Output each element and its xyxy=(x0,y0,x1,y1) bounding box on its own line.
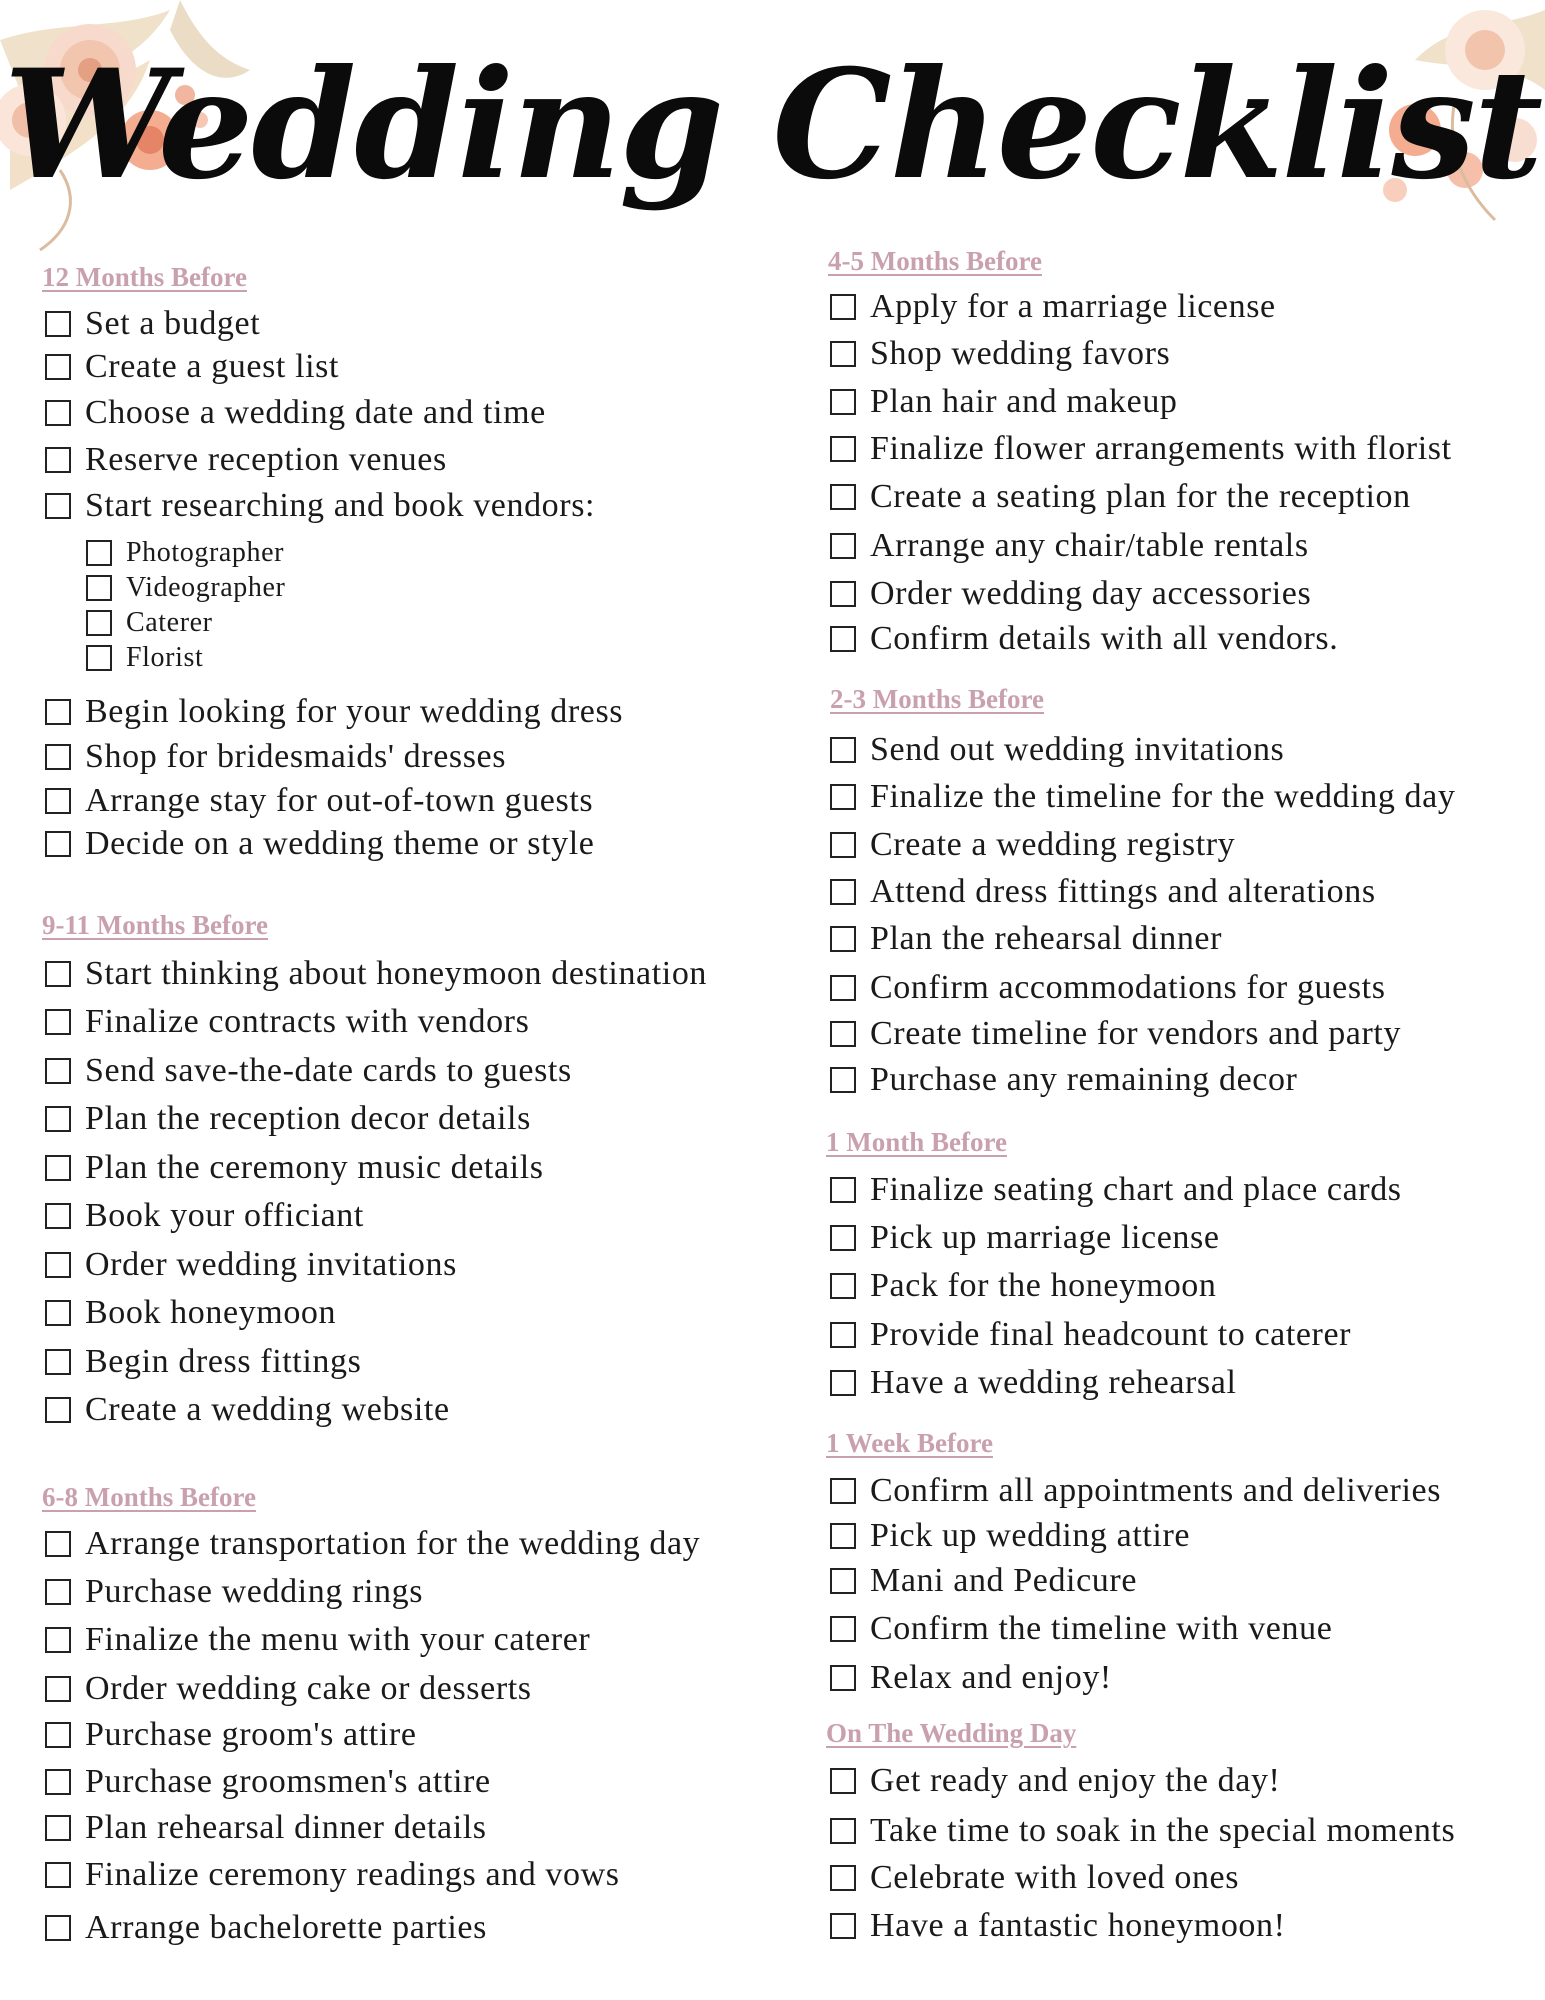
checkbox-icon[interactable] xyxy=(86,575,112,601)
list-item[interactable]: Relax and enjoy! xyxy=(830,1659,1112,1697)
checkbox-icon[interactable] xyxy=(45,1815,71,1841)
section-heading-9-11-months: 9-11 Months Before xyxy=(42,910,268,940)
checkbox-icon[interactable] xyxy=(830,1370,856,1396)
list-item[interactable]: Begin looking for your wedding dress xyxy=(45,693,623,731)
checkbox-icon[interactable] xyxy=(830,1913,856,1939)
section-heading-wedding-day: On The Wedding Day xyxy=(826,1718,1077,1748)
checkbox-icon[interactable] xyxy=(830,484,856,510)
checkbox-icon[interactable] xyxy=(830,1225,856,1251)
checkbox-icon[interactable] xyxy=(45,1349,71,1375)
section-heading-6-8-months: 6-8 Months Before xyxy=(42,1482,256,1512)
checkbox-icon[interactable] xyxy=(830,1568,856,1594)
checkbox-icon[interactable] xyxy=(830,1273,856,1299)
list-item[interactable]: Finalize the menu with your caterer xyxy=(45,1621,590,1659)
list-item[interactable]: Book honeymoon xyxy=(45,1294,336,1332)
list-item[interactable]: Pick up marriage license xyxy=(830,1219,1220,1257)
list-item[interactable]: Order wedding day accessories xyxy=(830,575,1311,613)
checkbox-icon[interactable] xyxy=(45,1203,71,1229)
checkbox-icon[interactable] xyxy=(830,926,856,952)
vendor-item[interactable]: Florist xyxy=(86,642,203,674)
section-heading-2-3-months: 2-3 Months Before xyxy=(830,684,1044,714)
list-item[interactable]: Mani and Pedicure xyxy=(830,1562,1137,1600)
checkbox-icon[interactable] xyxy=(830,1818,856,1844)
list-item[interactable]: Finalize the timeline for the wedding day xyxy=(830,778,1455,816)
list-item[interactable]: Arrange bachelorette parties xyxy=(45,1909,487,1947)
list-item[interactable]: Create a wedding website xyxy=(45,1391,450,1429)
checkbox-icon[interactable] xyxy=(830,341,856,367)
list-item[interactable]: Purchase groomsmen's attire xyxy=(45,1763,491,1801)
checkbox-icon[interactable] xyxy=(830,626,856,652)
checkbox-icon[interactable] xyxy=(45,1058,71,1084)
list-item[interactable]: Finalize contracts with vendors xyxy=(45,1003,529,1041)
checkbox-icon[interactable] xyxy=(830,1665,856,1691)
checkbox-icon[interactable] xyxy=(830,533,856,559)
checkbox-icon[interactable] xyxy=(830,879,856,905)
list-item[interactable]: Finalize seating chart and place cards xyxy=(830,1171,1402,1209)
list-item[interactable]: Confirm the timeline with venue xyxy=(830,1610,1332,1648)
checkbox-icon[interactable] xyxy=(45,400,71,426)
list-item[interactable]: Book your officiant xyxy=(45,1197,364,1235)
checkbox-icon[interactable] xyxy=(45,1862,71,1888)
list-item[interactable]: Plan the rehearsal dinner xyxy=(830,920,1222,958)
checkbox-icon[interactable] xyxy=(45,1300,71,1326)
checkbox-icon[interactable] xyxy=(45,354,71,380)
list-item[interactable]: Reserve reception venues xyxy=(45,441,447,479)
list-item[interactable]: Confirm all appointments and deliveries xyxy=(830,1472,1441,1510)
list-item[interactable]: Pack for the honeymoon xyxy=(830,1267,1217,1305)
checkbox-icon[interactable] xyxy=(830,737,856,763)
section-heading-1-month: 1 Month Before xyxy=(826,1127,1007,1157)
list-item[interactable]: Celebrate with loved ones xyxy=(830,1859,1239,1897)
checkbox-icon[interactable] xyxy=(830,294,856,320)
section-heading-12-months: 12 Months Before xyxy=(42,262,247,292)
list-item[interactable]: Decide on a wedding theme or style xyxy=(45,825,594,863)
list-item[interactable]: Start researching and book vendors: xyxy=(45,487,595,525)
section-heading-4-5-months: 4-5 Months Before xyxy=(828,246,1042,276)
list-item[interactable]: Arrange any chair/table rentals xyxy=(830,527,1309,565)
list-item[interactable]: Send out wedding invitations xyxy=(830,731,1284,769)
list-item[interactable]: Plan hair and makeup xyxy=(830,383,1178,421)
checkbox-icon[interactable] xyxy=(45,1531,71,1557)
checkbox-icon[interactable] xyxy=(45,1579,71,1605)
checkbox-icon[interactable] xyxy=(45,1155,71,1181)
vendor-item[interactable]: Caterer xyxy=(86,607,213,639)
checkbox-icon[interactable] xyxy=(45,1627,71,1653)
checkbox-icon[interactable] xyxy=(830,975,856,1001)
list-item[interactable]: Plan rehearsal dinner details xyxy=(45,1809,487,1847)
list-item[interactable]: Start thinking about honeymoon destination xyxy=(45,955,707,993)
list-item[interactable]: Create a guest list xyxy=(45,348,339,386)
checkbox-icon[interactable] xyxy=(830,1021,856,1047)
list-item[interactable]: Shop for bridesmaids' dresses xyxy=(45,738,506,776)
checkbox-icon[interactable] xyxy=(45,1676,71,1702)
list-item[interactable]: Purchase any remaining decor xyxy=(830,1061,1297,1099)
list-item[interactable]: Create a wedding registry xyxy=(830,826,1235,864)
checkbox-icon[interactable] xyxy=(830,581,856,607)
checkbox-icon[interactable] xyxy=(45,1397,71,1423)
checkbox-icon[interactable] xyxy=(45,311,71,337)
list-item[interactable]: Order wedding invitations xyxy=(45,1246,457,1284)
checkbox-icon[interactable] xyxy=(830,832,856,858)
list-item[interactable]: Get ready and enjoy the day! xyxy=(830,1762,1280,1800)
list-item[interactable]: Choose a wedding date and time xyxy=(45,394,546,432)
checkbox-icon[interactable] xyxy=(45,1769,71,1795)
list-item[interactable]: Take time to soak in the special moments xyxy=(830,1812,1455,1850)
checkbox-icon[interactable] xyxy=(45,493,71,519)
list-item[interactable]: Confirm accommodations for guests xyxy=(830,969,1386,1007)
checkbox-icon[interactable] xyxy=(45,1106,71,1132)
list-item[interactable]: Order wedding cake or desserts xyxy=(45,1670,532,1708)
checkbox-icon[interactable] xyxy=(86,645,112,671)
list-item[interactable]: Have a wedding rehearsal xyxy=(830,1364,1237,1402)
checkbox-icon[interactable] xyxy=(86,540,112,566)
checkbox-icon[interactable] xyxy=(45,1722,71,1748)
section-heading-1-week: 1 Week Before xyxy=(826,1428,993,1458)
vendor-item[interactable]: Photographer xyxy=(86,537,284,569)
list-item[interactable]: Plan the ceremony music details xyxy=(45,1149,544,1187)
checkbox-icon[interactable] xyxy=(45,699,71,725)
list-item[interactable]: Purchase wedding rings xyxy=(45,1573,423,1611)
list-item[interactable]: Send save-the-date cards to guests xyxy=(45,1052,572,1090)
checkbox-icon[interactable] xyxy=(830,1865,856,1891)
checkbox-icon[interactable] xyxy=(45,744,71,770)
list-item[interactable]: Plan the reception decor details xyxy=(45,1100,531,1138)
list-item[interactable]: Arrange stay for out-of-town guests xyxy=(45,782,593,820)
list-item[interactable]: Shop wedding favors xyxy=(830,335,1170,373)
checkbox-icon[interactable] xyxy=(45,1009,71,1035)
checkbox-icon[interactable] xyxy=(830,436,856,462)
checkbox-icon[interactable] xyxy=(45,831,71,857)
list-item[interactable]: Confirm details with all vendors. xyxy=(830,620,1338,658)
list-item[interactable]: Pick up wedding attire xyxy=(830,1517,1190,1555)
checkbox-icon[interactable] xyxy=(830,1322,856,1348)
checkbox-icon[interactable] xyxy=(830,1523,856,1549)
list-item[interactable]: Create a seating plan for the reception xyxy=(830,478,1411,516)
checkbox-icon[interactable] xyxy=(45,788,71,814)
list-item[interactable]: Provide final headcount to caterer xyxy=(830,1316,1351,1354)
list-item[interactable]: Create timeline for vendors and party xyxy=(830,1015,1401,1053)
list-item[interactable]: Purchase groom's attire xyxy=(45,1716,417,1754)
list-item[interactable]: Finalize flower arrangements with florist xyxy=(830,430,1452,468)
checkbox-icon[interactable] xyxy=(86,610,112,636)
checkbox-icon[interactable] xyxy=(830,1616,856,1642)
checkbox-icon[interactable] xyxy=(830,1177,856,1203)
list-item[interactable]: Begin dress fittings xyxy=(45,1343,361,1381)
list-item[interactable]: Apply for a marriage license xyxy=(830,288,1276,326)
list-item[interactable]: Arrange transportation for the wedding day xyxy=(45,1525,700,1563)
list-item[interactable]: Finalize ceremony readings and vows xyxy=(45,1856,620,1894)
checkbox-icon[interactable] xyxy=(45,1252,71,1278)
vendor-item[interactable]: Videographer xyxy=(86,572,285,604)
list-item[interactable]: Set a budget xyxy=(45,305,260,343)
checkbox-icon[interactable] xyxy=(830,1478,856,1504)
checkbox-icon[interactable] xyxy=(45,961,71,987)
list-item[interactable]: Attend dress fittings and alterations xyxy=(830,873,1376,911)
page-title: Wedding Checklist xyxy=(3,37,1542,213)
list-item[interactable]: Have a fantastic honeymoon! xyxy=(830,1907,1286,1945)
checkbox-icon[interactable] xyxy=(45,447,71,473)
checkbox-icon[interactable] xyxy=(830,784,856,810)
checkbox-icon[interactable] xyxy=(830,1768,856,1794)
checkbox-icon[interactable] xyxy=(830,1067,856,1093)
checkbox-icon[interactable] xyxy=(45,1915,71,1941)
checkbox-icon[interactable] xyxy=(830,389,856,415)
